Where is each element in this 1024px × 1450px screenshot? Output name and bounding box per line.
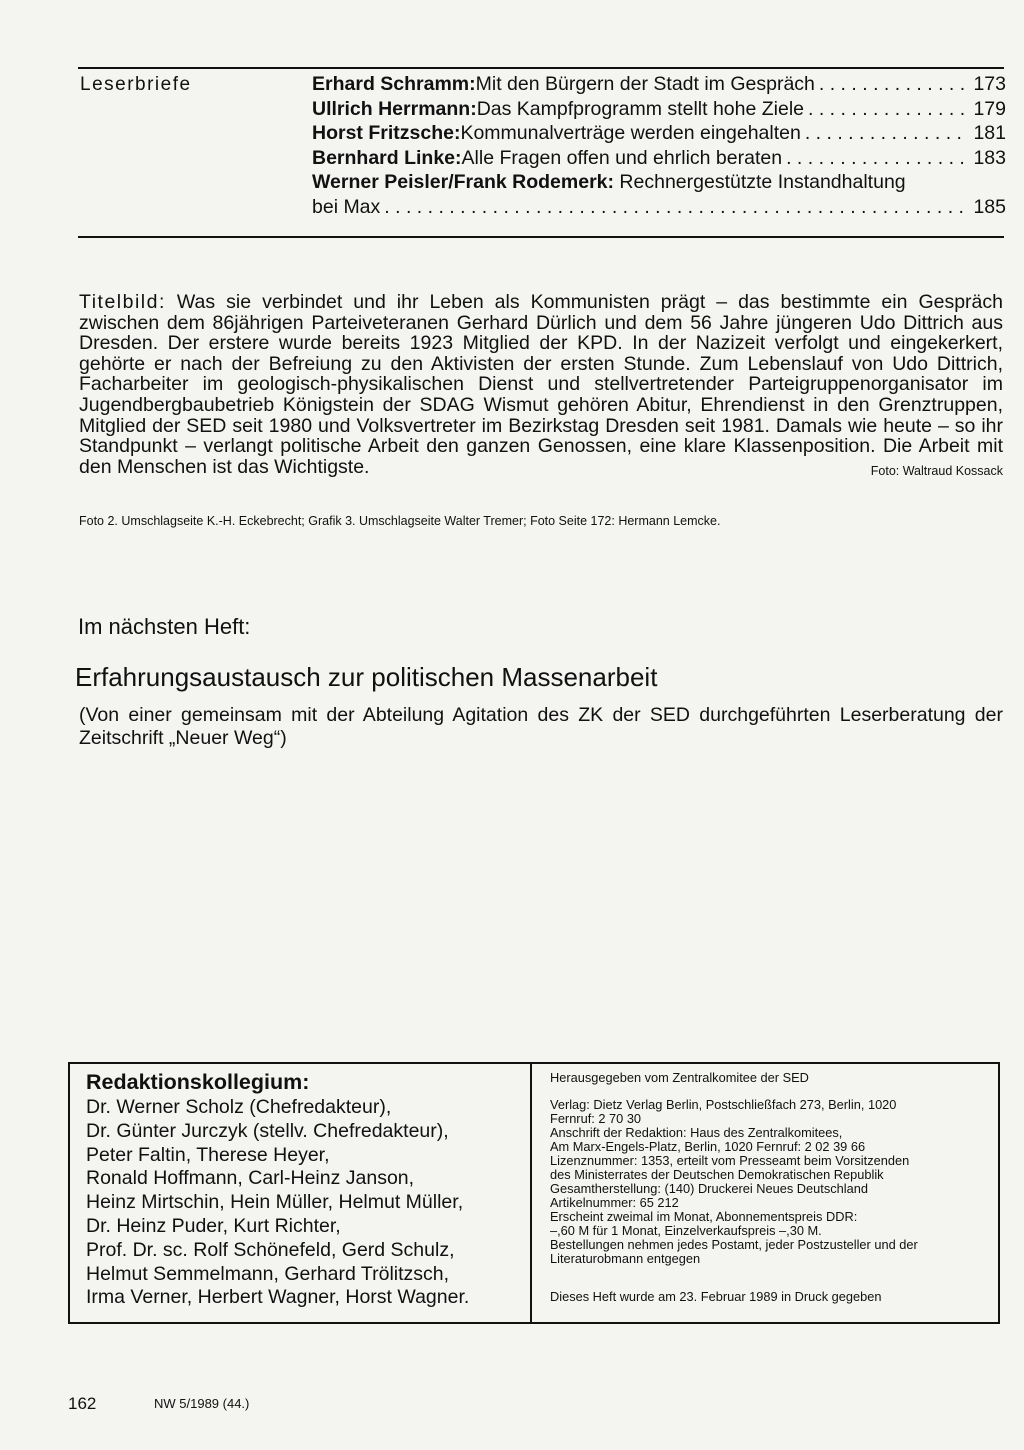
toc-author: Horst Fritzsche: [312,122,461,144]
image-credits: Foto 2. Umschlagseite K.-H. Eckebrecht; Grafik 3. Umschlagseite Walter Tremer; Foto Seite 172: Hermann Lemcke. [79,514,721,528]
impressum-line: des Ministerrates der Deutschen Demokratischen Republik [550,1167,884,1182]
impressum-line: Lizenznummer: 1353, erteilt vom Presseamt beim Vorsitzenden [550,1153,910,1168]
toc-title: Alle Fragen offen und ehrlich beraten [461,146,783,169]
toc-entry[interactable] [312,146,1006,171]
photo-credit: Foto: Waltraud Kossack [870,463,1003,478]
toc-leader [808,97,969,122]
cover-caption [79,292,1003,481]
toc-entry[interactable] [312,97,1006,122]
toc-page: 179 [973,97,1006,120]
toc-author: Bernhard Linke: [312,146,462,169]
toc-page: 183 [973,146,1006,169]
toc-page: 173 [973,73,1006,95]
impressum-line: Gesamtherstellung: (140) Druckerei Neues Deutschland [550,1181,868,1196]
editorial-board-line: Dr. Werner Scholz (Chefredakteur), [86,1096,392,1118]
toc-leader [819,72,970,97]
toc-entry-multiline[interactable] [312,170,1006,219]
toc-author: Erhard Schramm: [312,73,476,95]
editorial-board-heading: Redaktionskollegium: [86,1070,310,1094]
toc-title: Mit den Bürgern der Stadt im Gespräch [475,73,815,95]
next-issue-label: Im nächsten Heft: [78,614,251,639]
toc-title-continued: bei Max [312,195,381,218]
toc-leader [805,121,970,146]
toc-entry[interactable] [312,121,1006,146]
editorial-board-line: Irma Verner, Herbert Wagner, Horst Wagner. [86,1286,470,1309]
impressum-line: Artikelnummer: 65 212 [550,1195,679,1210]
section-label-leserbriefe: Leserbriefe [80,74,192,95]
toc-entry[interactable] [312,72,1006,97]
toc-page: 181 [973,122,1006,144]
impressum-line: Verlag: Dietz Verlag Berlin, Postschließfach 273, Berlin, 1020 [550,1097,897,1112]
next-issue-description: (Von einer gemeinsam mit der Abteilung Agitation des ZK der SED durchgeführten Leserberatung der Zeitschrift „Neuer Weg“) [79,704,1003,749]
toc-leader [384,195,969,220]
impressum-line: Literaturobmann entgegen [550,1251,701,1266]
editorial-board-line: Prof. Dr. sc. Rolf Schönefeld, Gerd Schulz, [86,1238,455,1261]
impressum-line: –,60 M für 1 Monat, Einzelverkaufspreis –,30 M. [550,1223,822,1238]
toc-title: Kommunalverträge werden eingehalten [460,122,801,144]
editorial-board-line: Helmut Semmelmann, Gerhard Trölitzsch, [86,1262,450,1285]
impressum-line: Erscheint zweimal im Monat, Abonnementspreis DDR: [550,1209,858,1224]
issue-reference: NW 5/1989 (44.) [154,1396,250,1411]
editorial-board-line: Ronald Hoffmann, Carl-Heinz Janson, [86,1167,415,1190]
impressum-line: Anschrift der Redaktion: Haus des Zentralkomitees, [550,1125,843,1140]
editorial-board-line: Dr. Günter Jurczyk (stellv. Chefredakteur), [86,1119,449,1142]
impressum-publisher: Herausgegeben vom Zentralkomitee der SED [550,1070,809,1085]
toc-title: Das Kampfprogramm stellt hohe Ziele [476,97,805,120]
cover-caption-text: Was sie verbindet und ihr Leben als Kommunisten prägt – das bestimmte ein Gespräch zwischen dem 86jährigen Parteiveteranen Gerhard Dürlich und dem 56 Jahre jüngeren Udo Dittrich aus Dresden. Der erstere wurde bereits 1923 Mitglied der KPD. In der Nazizeit verfolgt und eingekerkert, gehörte er nach der Befreiung zu den Aktivisten der ersten Stunde. Zum Lebenslauf von Udo Dittrich, Facharbeiter im geologisch-physikalischen Dienst und stellvertretender Parteigruppenorganisator im Jugendbergbaubetrieb Königstein der SDAG Wismut gehören Abitur, Ehrendienst in den Grenztruppen, Mitglied der SED seit 1980 und Volksvertreter im Bezirkstag Dresden seit 1981. Damals wie heute – so ihr Standpunkt – verlangt politische Arbeit den ganzen Genossen, eine klare Klassenposition. Die Arbeit mit den Menschen ist das Wichtigste. [79,291,1003,478]
impressum-line: Am Marx-Engels-Platz, Berlin, 1020 Fernruf: 2 02 39 66 [550,1139,866,1154]
toc-title: Rechnergestützte Instandhaltung [614,171,906,193]
top-rule [78,67,1004,69]
impressum-box [530,1062,1000,1324]
impressum-line: Fernruf: 2 70 30 [550,1111,642,1126]
editorial-board-line: Heinz Mirtschin, Hein Müller, Helmut Müller, [86,1191,464,1214]
impressum-print-date: Dieses Heft wurde am 23. Februar 1989 in Druck gegeben [550,1289,882,1304]
page-number: 162 [68,1394,97,1413]
editorial-board-line: Dr. Heinz Puder, Kurt Richter, [86,1214,341,1237]
toc-page: 185 [973,195,1006,218]
toc-author: Werner Peisler/Frank Rodemerk: [312,171,615,193]
toc-author: Ullrich Herrmann: [312,97,477,120]
toc-bottom-rule [78,236,1004,238]
editorial-board-line: Peter Faltin, Therese Heyer, [86,1143,330,1166]
impressum-line: Bestellungen nehmen jedes Postamt, jeder Postzusteller und der [550,1237,918,1252]
toc-leader [786,146,969,171]
editorial-board-box [68,1062,532,1324]
next-issue-title: Erfahrungsaustausch zur politischen Massenarbeit [75,662,658,692]
leserbriefe-toc [312,72,1006,219]
cover-caption-label: Titelbild: [79,291,166,313]
editorial-board-names [86,1096,530,1310]
